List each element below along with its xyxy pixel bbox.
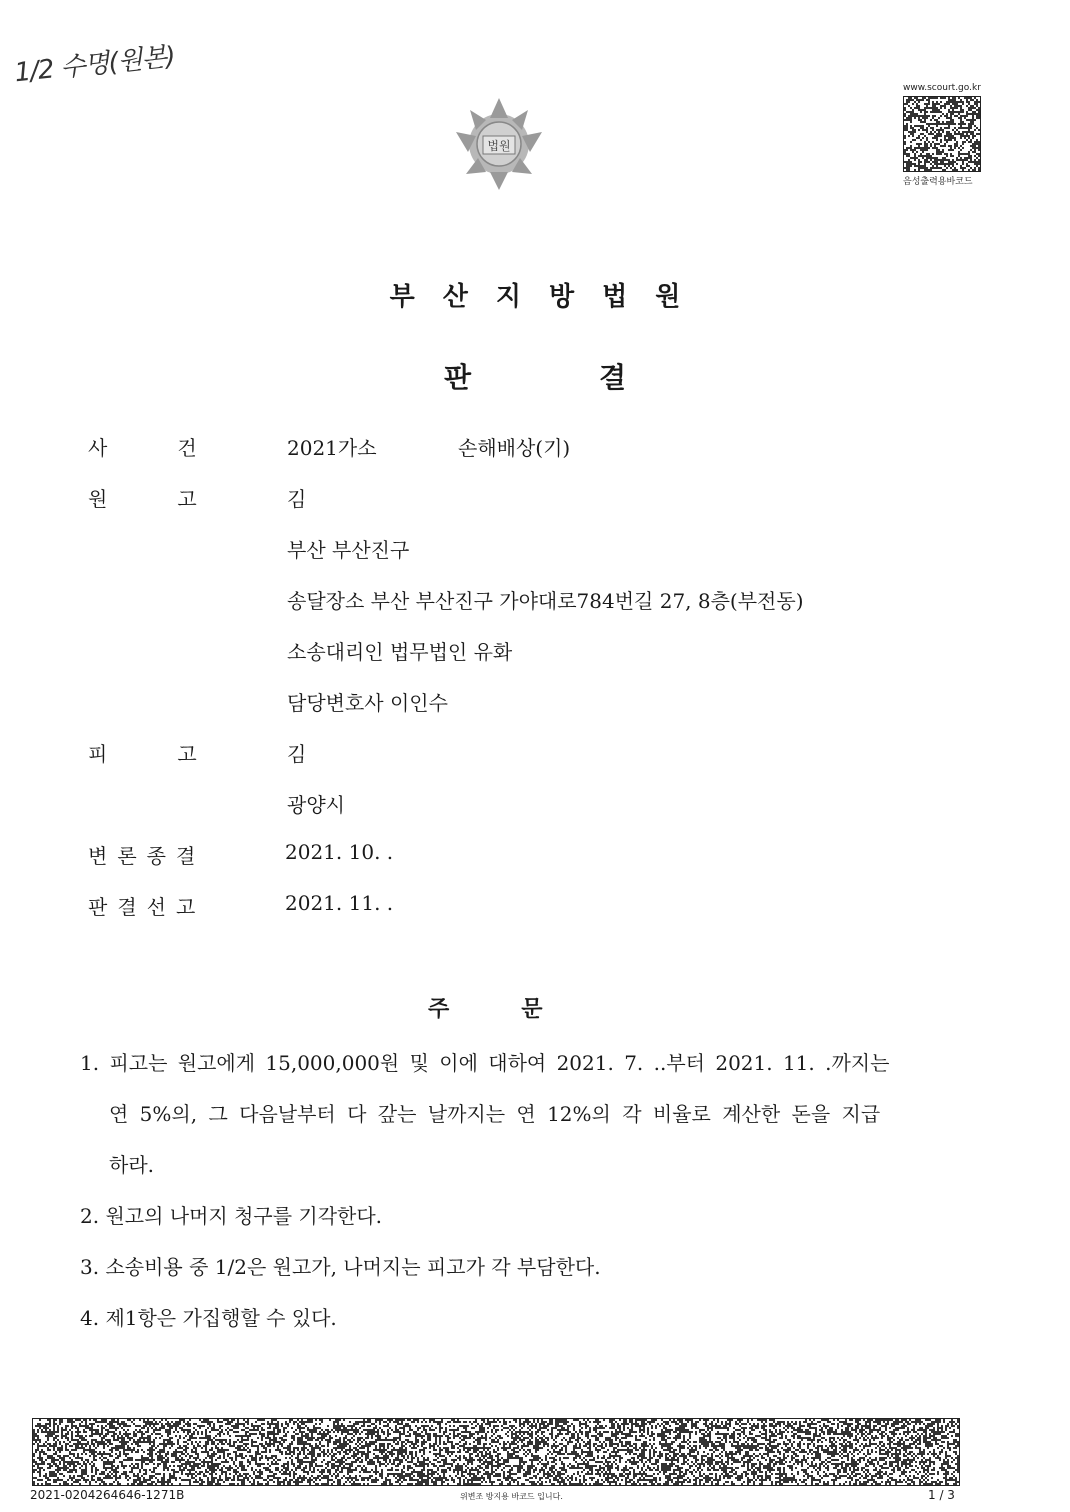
barcode-note: 위변조 방지용 바코드 입니다. [460,1492,563,1501]
page-number: 1 / 3 [928,1488,955,1502]
case-label: 사건 [88,436,267,460]
qr-code-icon [903,96,981,172]
seal-text: 법원 [487,139,511,153]
order-item-1-line-2: 연 5%의, 그 다음날부터 다 갚는 날까지는 연 12%의 각 비율로 계산한 돈을 지급 [109,1102,881,1126]
closing-label: 변론종결 [88,844,206,868]
plaintiff-service-address: 송달장소 부산 부산진구 가야대로784번길 27, 8층(부전동) [287,589,804,613]
case-name: 손해배상(기) [458,436,571,460]
order-item-1-line-1: 1. 피고는 원고에게 15,000,000원 및 이에 대하여 2021. 7. ..부터 2021. 11. .까지는 [80,1051,890,1075]
case-number: 2021가소 [287,436,377,460]
plaintiff-label: 원고 [88,487,267,511]
anti-forgery-barcode-icon [32,1418,960,1486]
handwritten-note: 1/2 수명(원본) [13,41,177,89]
plaintiff-address: 부산 부산진구 [287,538,410,562]
order-title: 주문 [428,996,615,1022]
document-id: 2021-0204264646-1271B [30,1488,185,1502]
order-item-2: 2. 원고의 나머지 청구를 기각한다. [80,1204,383,1228]
plaintiff-name: 김 [287,487,307,511]
order-item-3: 3. 소송비용 중 1/2은 원고가, 나머지는 피고가 각 부담한다. [80,1255,601,1279]
order-item-1-line-3: 하라. [109,1153,154,1177]
plaintiff-counsel: 소송대리인 법무법인 유화 [287,640,513,664]
court-name: 부산지방법원 [389,282,709,312]
ruling-label: 판결선고 [88,895,206,919]
qr-url: www.scourt.go.kr [903,83,981,93]
plaintiff-attorney: 담당변호사 이인수 [287,691,448,715]
qr-caption: 음성출력용바코드 [903,177,973,187]
defendant-address: 광양시 [287,793,345,817]
closing-date: 2021. 10. . [285,840,394,864]
court-seal-icon [452,92,546,190]
defendant-name: 김 [287,742,307,766]
defendant-label: 피고 [88,742,267,766]
order-item-4: 4. 제1항은 가집행할 수 있다. [80,1306,337,1330]
ruling-date: 2021. 11. . [285,891,394,915]
document-title: 판결 [443,361,755,394]
